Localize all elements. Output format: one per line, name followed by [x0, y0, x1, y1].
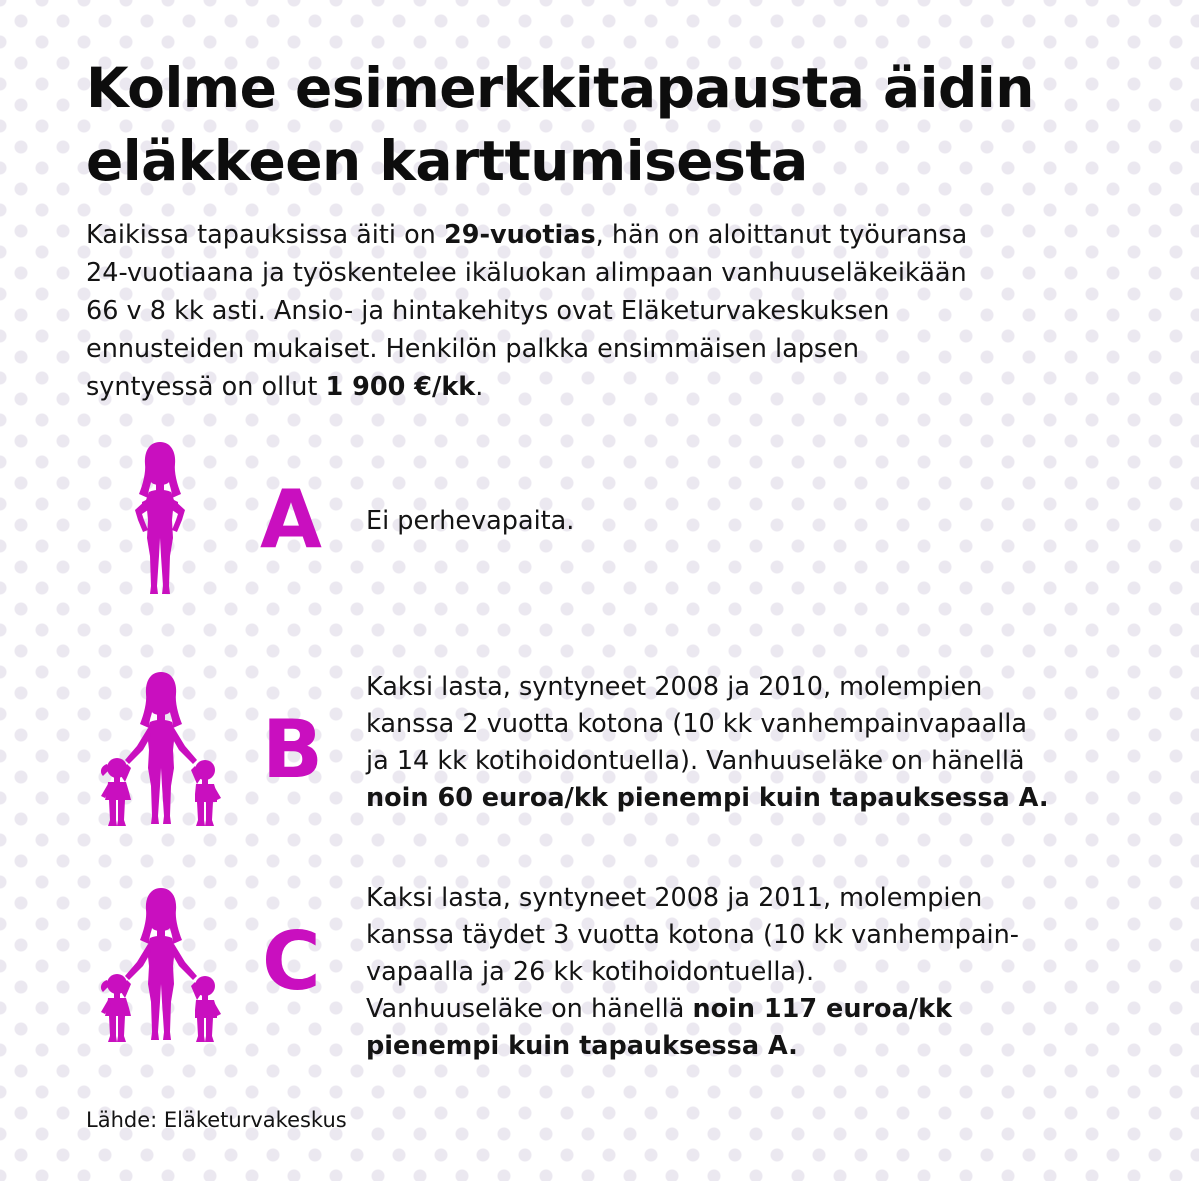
case-a-text	[366, 503, 1166, 540]
case-b-line-3: ja 14 kk kotihoidontuella). Vanhuuseläke on hänellä	[366, 746, 1025, 776]
case-b-text	[366, 669, 1166, 817]
intro-line-2: 24-vuotiaana ja työskentelee ikäluokan alimpaan vanhuuseläkeikään	[86, 258, 967, 288]
case-c-text	[366, 880, 1166, 1065]
case-a-letter: A	[260, 473, 322, 566]
intro-text: Kaikissa tapauksissa äiti on	[86, 220, 444, 250]
case-b-letter: B	[262, 703, 323, 796]
case-c-text-part: Vanhuuseläke on hänellä	[366, 994, 693, 1024]
case-b-highlight: noin 60 euroa/kk pienempi kuin tapauksessa A.	[366, 783, 1049, 813]
case-c-line-3: vapaalla ja 26 kk kotihoidontuella).	[366, 957, 815, 987]
page-title	[86, 52, 1146, 198]
case-b-line-4	[366, 780, 1166, 817]
intro-line-5	[86, 368, 1136, 406]
mother-with-two-children-icon	[97, 884, 225, 1046]
case-c-highlight: pienempi kuin tapauksessa A.	[366, 1031, 798, 1061]
title-line-1: Kolme esimerkkitapausta äidin	[86, 56, 1034, 120]
intro-salary-highlight: 1 900 €/kk	[325, 372, 476, 402]
case-c-highlight: noin 117 euroa/kk	[692, 994, 953, 1024]
source-credit: Lähde: Eläketurvakeskus	[86, 1108, 347, 1132]
intro-line-1	[86, 216, 1136, 254]
case-b-line-2: kanssa 2 vuotta kotona (10 kk vanhempainvapaalla	[366, 709, 1027, 739]
case-c-line-2: kanssa täydet 3 vuotta kotona (10 kk vanhempain-	[366, 920, 1019, 950]
intro-text: syntyessä on ollut	[86, 372, 326, 402]
intro-paragraph	[86, 216, 1136, 406]
case-a-line-1: Ei perhevapaita.	[366, 506, 575, 536]
woman-silhouette-icon	[120, 438, 200, 598]
case-c-line-1: Kaksi lasta, syntyneet 2008 ja 2011, molempien	[366, 883, 983, 913]
intro-text: .	[475, 372, 484, 402]
intro-text: , hän on aloittanut työuransa	[595, 220, 968, 250]
case-c-letter: C	[262, 915, 321, 1008]
mother-with-two-children-icon	[97, 668, 225, 830]
intro-line-3: 66 v 8 kk asti. Ansio- ja hintakehitys ovat Eläketurvakeskuksen	[86, 296, 890, 326]
intro-line-4: ennusteiden mukaiset. Henkilön palkka ensimmäisen lapsen	[86, 334, 860, 364]
case-b-line-1: Kaksi lasta, syntyneet 2008 ja 2010, molempien	[366, 672, 983, 702]
case-c-line-4	[366, 991, 1166, 1028]
case-c-line-5	[366, 1028, 1166, 1065]
title-line-2: eläkkeen karttumisesta	[86, 129, 808, 193]
intro-age-highlight: 29-vuotias	[443, 220, 596, 250]
